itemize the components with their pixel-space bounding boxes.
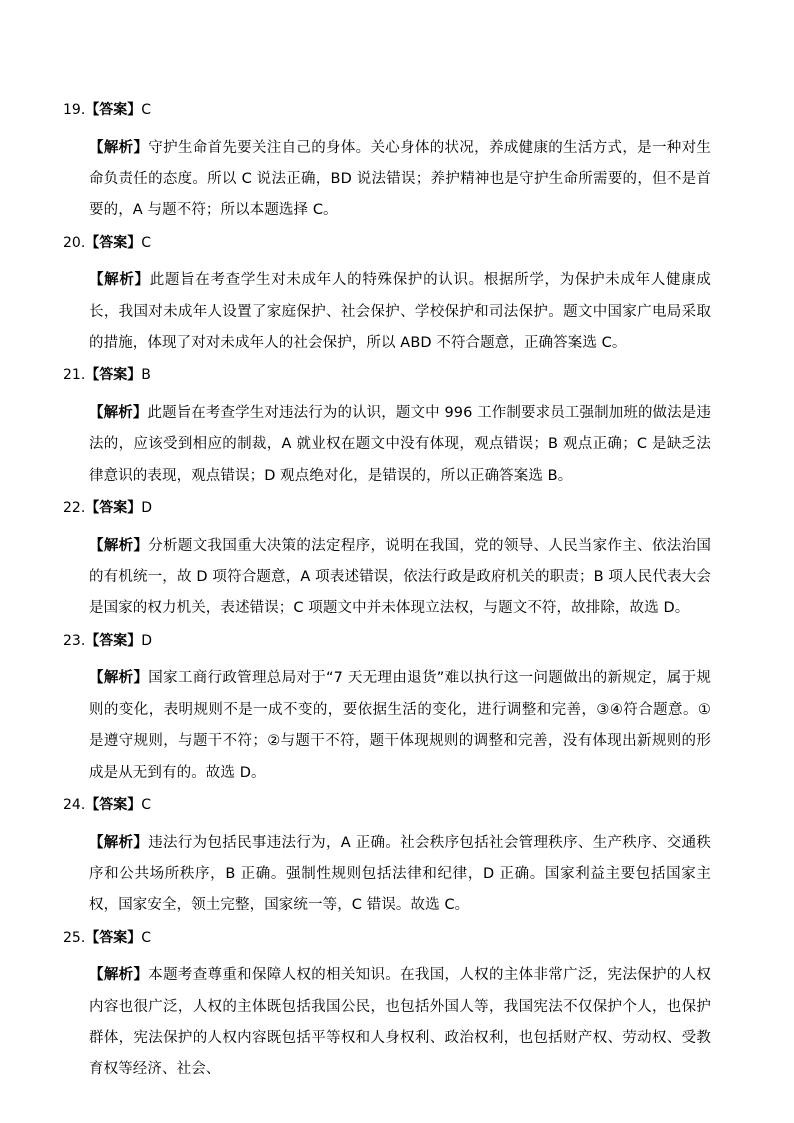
answer-tag: 【答案】 — [85, 797, 142, 813]
question-item-25 — [63, 926, 712, 1086]
question-number: 22. — [63, 500, 86, 517]
question-number: 23. — [63, 632, 86, 649]
analysis-tag: 【解析】 — [89, 404, 148, 421]
answer-line — [63, 926, 711, 950]
answer-tag: 【答案】 — [85, 929, 142, 946]
analysis-paragraph — [89, 133, 711, 227]
analysis-text: 国家工商行政管理总局对于“7 天无理由退货”难以执行这一问题做出的新规定，属于规则的变化，表明规则不是一成不变的，要依据生活的变化，进行调整和完善，③④符合题意。①是遵守规则，与题干不符；②与题干不符，题干体现规则的调整和完善，没有体现出新规则的形成是从无到有的。故选 D。 — [89, 670, 712, 781]
question-number: 24. — [63, 797, 86, 813]
analysis-paragraph — [89, 398, 711, 492]
analysis-text: 守护生命首先要关注自己的身体。关心身体的状况，养成健康的生活方式，是一种对生命负责任的态度。所以 C 说法正确，BD 说法错误；养护精神也是守护生命所需要的，但不是首要的，A 与题不符；所以本题选择 C。 — [89, 139, 712, 219]
answer-value: B — [141, 367, 151, 384]
analysis-text: 违法行为包括民事违法行为，A 正确。社会秩序包括社会管理秩序、生产秩序、交通秩序和公共场所秩序，B 正确。强制性规则包括法律和纪律，D 正确。国家利益主要包括国家主权，国家安全，领土完整，国家统一等，C 错误。故选 C。 — [89, 834, 711, 914]
answer-tag: 【答案】 — [85, 500, 142, 517]
analysis-text: 此题旨在考查学生对违法行为的认识，题文中 996 工作制要求员工强制加班的做法是违法的，应该受到相应的制裁，A 就业权在题文中没有体现，观点错误；B 观点正确；C 是缺乏法律意识的表现，观点错误；D 观点绝对化，是错误的，所以正确答案选 B。 — [89, 404, 711, 484]
analysis-tag: 【解析】 — [89, 537, 149, 554]
question-item-19 — [63, 98, 712, 227]
analysis-text: 本题考查尊重和保障人权的相关知识。在我国，人权的主体非常广泛，宪法保护的人权内容也很广泛，人权的主体既包括我国公民，也包括外国人等，我国宪法不仅保护个人，也保护群体，宪法保护的人权内容既包括平等权和人身权利、政治权利，也包括财产权、劳动权、受教育权等经济、社会、 — [89, 967, 712, 1078]
answer-value: C — [141, 234, 152, 251]
question-item-21 — [63, 363, 711, 492]
analysis-tag: 【解析】 — [89, 139, 149, 156]
answer-value: C — [141, 102, 152, 118]
analysis-tag: 【解析】 — [89, 272, 150, 289]
answer-line — [63, 793, 711, 817]
answer-value: D — [141, 632, 153, 649]
answer-value: C — [141, 797, 152, 813]
answer-tag: 【答案】 — [85, 367, 142, 384]
answer-tag: 【答案】 — [85, 632, 142, 649]
answer-value: C — [141, 929, 152, 946]
answer-line — [63, 629, 711, 653]
analysis-tag: 【解析】 — [89, 834, 149, 851]
answer-tag: 【答案】 — [85, 102, 142, 118]
answer-analysis-list — [63, 98, 712, 1090]
analysis-text: 分析题文我国重大决策的法定程序，说明在我国，党的领导、人民当家作主、依法治国的有机统一，故 D 项符合题意，A 项表述错误，依法行政是政府机关的职责；B 项人民代表大会是国家的权力机关，表述错误；C 项题文中并未体现立法权，与题文不符，故排除，故选 D。 — [89, 537, 712, 617]
answer-line — [63, 98, 711, 122]
question-number: 21. — [63, 367, 86, 384]
analysis-tag: 【解析】 — [89, 670, 149, 687]
answer-value: D — [141, 500, 153, 517]
question-item-23 — [63, 629, 712, 789]
analysis-paragraph — [89, 265, 711, 359]
analysis-paragraph — [89, 531, 711, 625]
answer-line — [63, 496, 711, 520]
question-item-20 — [63, 231, 711, 360]
question-item-22 — [63, 496, 712, 625]
analysis-text: 此题旨在考查学生对未成年人的特殊保护的认识。根据所学，为保护未成年人健康成长，我国对未成年人设置了家庭保护、社会保护、学校保护和司法保护。题文中国家广电局采取的措施，体现了对对未成年人的社会保护，所以 ABD 不符合题意，正确答案选 C。 — [89, 272, 711, 352]
analysis-tag: 【解析】 — [89, 967, 149, 984]
answer-line — [63, 363, 711, 387]
answer-line — [63, 231, 711, 255]
answer-tag: 【答案】 — [85, 234, 142, 251]
analysis-paragraph — [89, 828, 711, 922]
question-number: 20. — [63, 234, 86, 251]
question-item-24 — [63, 793, 711, 922]
analysis-paragraph — [89, 663, 711, 789]
analysis-paragraph — [89, 960, 711, 1086]
question-number: 19. — [63, 102, 86, 118]
question-number: 25. — [63, 929, 86, 946]
